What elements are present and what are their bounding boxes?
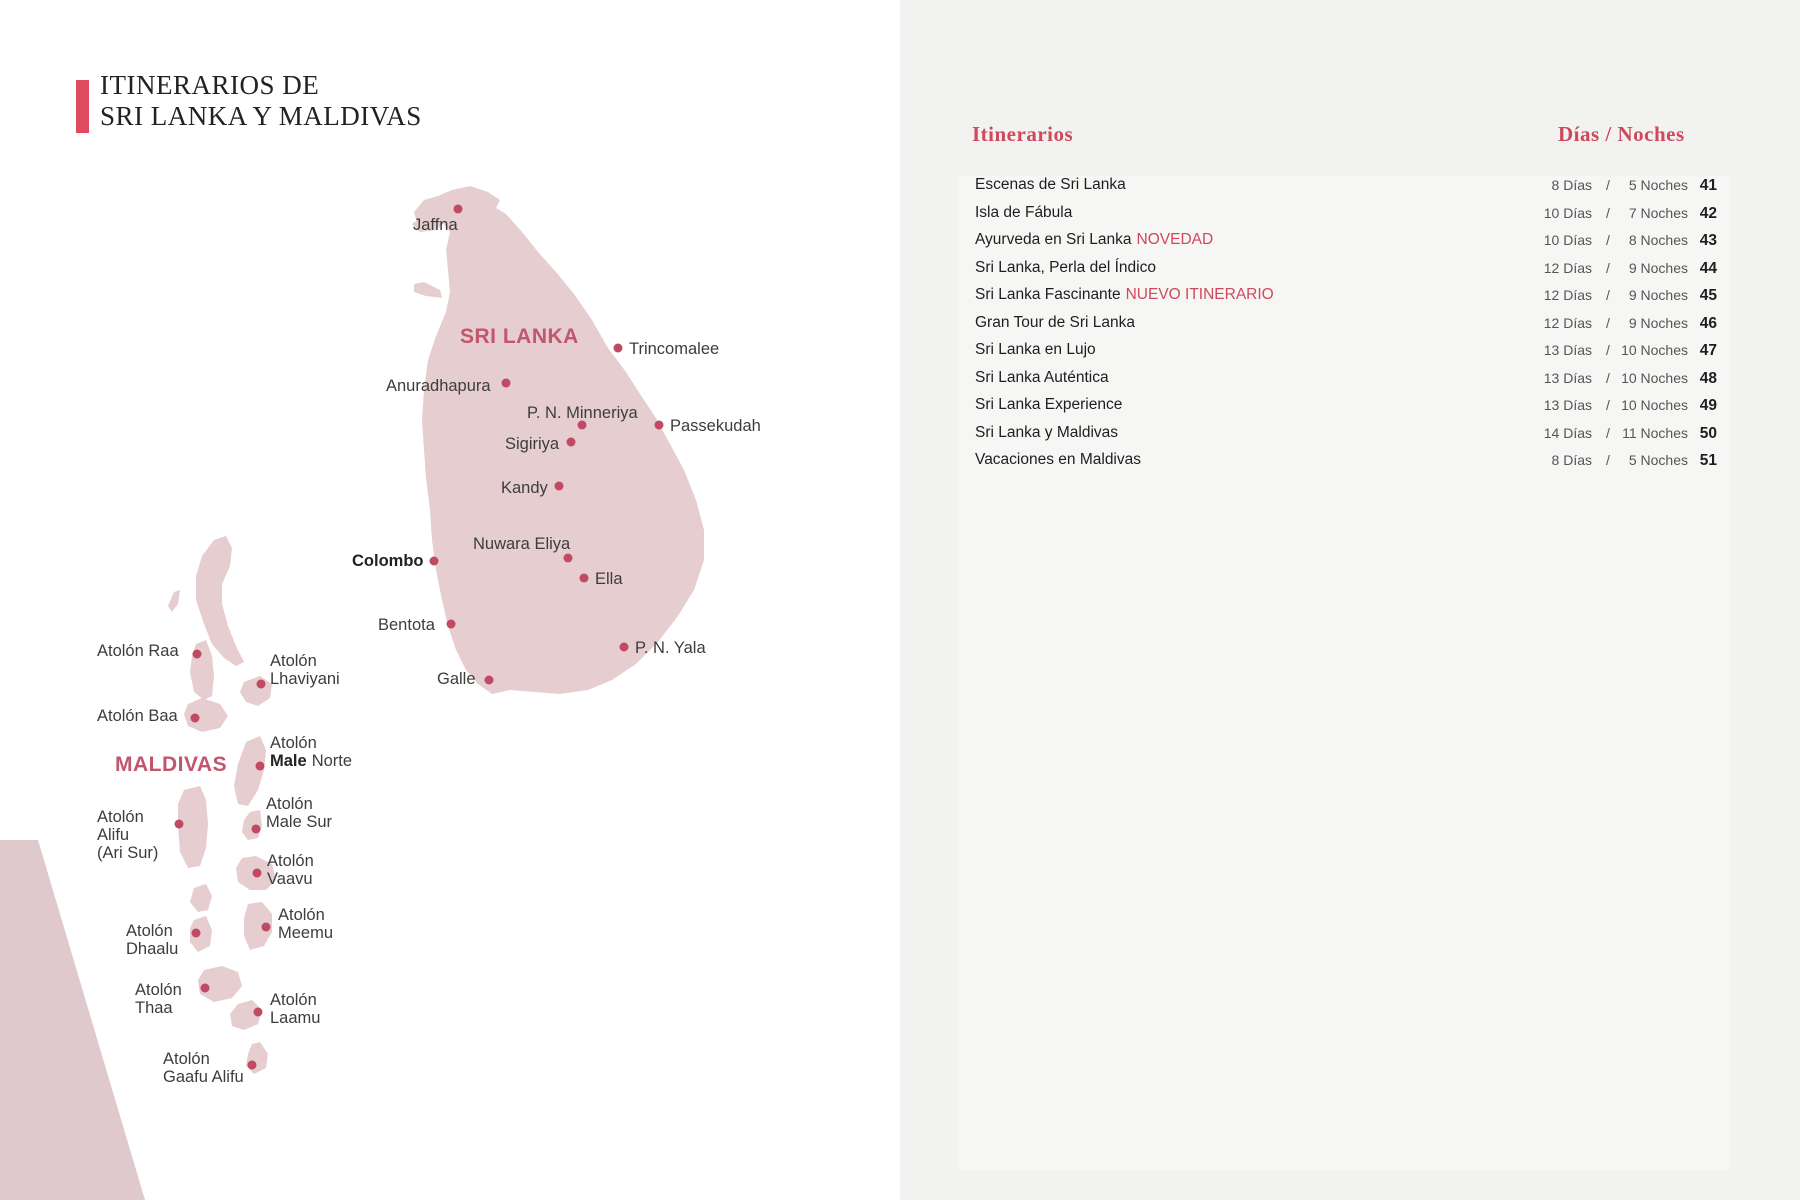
map-label-gaafu-1: Atolón	[163, 1050, 210, 1068]
itinerary-row[interactable]	[975, 314, 1720, 342]
map-label-norte: Norte	[311, 752, 353, 770]
itinerary-nights: 5 Noches	[1628, 177, 1688, 193]
days-nights-separator: /	[1606, 287, 1610, 303]
itinerary-name	[975, 424, 1118, 442]
map-dot-galle	[485, 676, 494, 685]
itinerary-name	[975, 286, 1274, 304]
atoll-small-fourteen	[190, 884, 212, 912]
map-label-sigiriya: Sigiriya	[505, 435, 560, 453]
itinerary-nights: 10 Noches	[1621, 342, 1688, 358]
map-dot-jaffna	[454, 205, 463, 214]
atoll-male-sur-shape	[242, 810, 262, 840]
map-dot-male-sur	[252, 825, 261, 834]
itinerary-nights: 10 Noches	[1621, 397, 1688, 413]
map-dot-baa	[191, 714, 200, 723]
itinerary-title: Vacaciones en Maldivas	[975, 451, 1141, 468]
atoll-gaafu-shape	[246, 1042, 268, 1074]
itinerary-days: 8 Días	[1551, 452, 1592, 468]
itinerary-page-number: 50	[1699, 424, 1717, 442]
map-label-male-sur-2: Male Sur	[266, 813, 333, 831]
map-dot-trincomalee	[614, 344, 623, 353]
days-nights-separator: /	[1606, 314, 1610, 331]
itinerary-row[interactable]	[975, 341, 1720, 369]
itinerary-nights: 9 Noches	[1628, 314, 1688, 331]
map-label-thaa-2: Thaa	[135, 999, 173, 1017]
itinerary-tag: NOVEDAD	[1136, 231, 1214, 248]
days-nights-separator: /	[1606, 342, 1610, 358]
map-dot-bentota	[447, 620, 456, 629]
itinerary-page-number: 51	[1699, 452, 1717, 469]
map-dot-dhaalu	[192, 929, 201, 938]
map-label-lhaviyani-1: Atolón	[270, 652, 317, 670]
itinerary-title: Sri Lanka en Lujo	[975, 341, 1096, 358]
itinerary-days: 10 Días	[1543, 232, 1592, 248]
map-dot-colombo	[430, 557, 439, 566]
itinerary-days: 8 Días	[1551, 177, 1592, 193]
itinerary-days: 14 Días	[1543, 424, 1592, 441]
map-dot-anuradhapura	[502, 379, 511, 388]
days-nights-separator: /	[1606, 397, 1610, 413]
country-label-maldives: MALDIVAS	[115, 753, 228, 776]
country-label-sri-lanka: SRI LANKA	[460, 325, 579, 348]
map-dot-sigiriya	[567, 438, 576, 447]
itinerary-name	[975, 314, 1135, 332]
itinerary-title: Sri Lanka Experience	[975, 396, 1123, 413]
days-nights-separator: /	[1606, 204, 1610, 221]
days-nights-separator: /	[1606, 424, 1610, 441]
itinerary-title: Ayurveda en Sri Lanka	[975, 231, 1132, 248]
map-label-male-bold: Male	[270, 752, 307, 770]
map-label-laamu-2: Laamu	[270, 1009, 321, 1027]
map-label-vaavu-1: Atolón	[267, 852, 314, 870]
itinerary-name	[975, 396, 1122, 414]
itinerary-title: Gran Tour de Sri Lanka	[975, 313, 1135, 331]
mannar-island	[414, 282, 442, 298]
map-label-raa: Atolón Raa	[97, 642, 179, 660]
map-label-meemu-1: Atolón	[278, 906, 325, 924]
page-title-line-1: ITINERARIOS DE	[100, 70, 320, 100]
days-nights-separator: /	[1606, 452, 1610, 468]
map-label-male-sur-1: Atolón	[266, 795, 313, 813]
itinerary-title: Escenas de Sri Lanka	[975, 176, 1126, 193]
itinerary-row[interactable]	[975, 369, 1720, 397]
map-label-alifu-3: (Ari Sur)	[97, 844, 159, 862]
map-dot-laamu	[254, 1008, 263, 1017]
header-itinerarios: Itinerarios	[972, 122, 1074, 146]
map-label-dhaalu-1: Atolón	[126, 922, 173, 940]
itinerary-title: Sri Lanka y Maldivas	[975, 423, 1119, 441]
itinerary-nights: 8 Noches	[1628, 232, 1688, 248]
header-dias-noches: Días / Noches	[1558, 122, 1685, 146]
itinerary-row[interactable]	[975, 286, 1720, 314]
map-dot-kandy	[555, 482, 564, 491]
itinerary-nights: 7 Noches	[1628, 204, 1688, 221]
itinerary-page-number: 41	[1699, 177, 1717, 194]
itinerary-days: 13 Días	[1543, 397, 1592, 413]
map-label-vaavu-2: Vaavu	[267, 870, 313, 888]
itinerary-row[interactable]	[975, 396, 1720, 424]
map-dot-passekudah	[655, 421, 664, 430]
itinerary-page-number: 44	[1699, 259, 1717, 277]
itinerary-list	[975, 176, 1720, 479]
days-nights-separator: /	[1606, 232, 1610, 248]
itinerary-days: 13 Días	[1543, 369, 1592, 386]
map-label-bentota: Bentota	[378, 616, 435, 634]
map-dot-gaafu-alifu	[248, 1061, 257, 1070]
itinerary-row[interactable]	[975, 451, 1720, 479]
map-dot-yala	[620, 643, 629, 652]
itinerary-row[interactable]	[975, 231, 1720, 259]
map-label-galle: Galle	[437, 670, 476, 688]
map-label-thaa-1: Atolón	[135, 981, 182, 999]
itinerary-name	[975, 259, 1156, 277]
itinerary-days: 12 Días	[1543, 287, 1592, 303]
map-label-trincomalee: Trincomalee	[629, 340, 720, 358]
itinerary-row[interactable]	[975, 259, 1720, 287]
itinerary-row[interactable]	[975, 424, 1720, 452]
itinerary-name	[975, 341, 1096, 359]
map-dot-lhaviyani	[257, 680, 266, 689]
atoll-lhaviyani-shape	[240, 676, 272, 706]
map-label-anuradhapura: Anuradhapura	[386, 377, 491, 395]
map-label-jaffna: Jaffna	[413, 216, 458, 234]
itinerary-nights: 5 Noches	[1628, 452, 1688, 468]
itinerary-title: Sri Lanka Fascinante	[975, 286, 1121, 303]
itinerary-name	[975, 451, 1141, 469]
itinerary-nights: 11 Noches	[1622, 424, 1688, 441]
map-label-minneriya: P. N. Minneriya	[527, 404, 638, 422]
itinerary-title: Sri Lanka Auténtica	[975, 368, 1109, 386]
atoll-raa-shape	[190, 640, 214, 700]
itinerary-title: Isla de Fábula	[975, 203, 1073, 221]
map-label-male-norte-2	[270, 752, 352, 770]
map-label-ella: Ella	[595, 570, 623, 588]
itinerary-tag: NUEVO ITINERARIO	[1125, 286, 1274, 303]
map-dot-vaavu	[253, 869, 262, 878]
itinerary-days: 13 Días	[1543, 342, 1592, 358]
atoll-alifu-shape	[178, 786, 208, 868]
map-dot-alifu	[175, 820, 184, 829]
map-label-male-norte-1: Atolón	[270, 734, 317, 752]
itinerary-page-number: 48	[1699, 369, 1717, 387]
map-label-dhaalu-2: Dhaalu	[126, 940, 179, 958]
map-dot-male-norte	[256, 762, 265, 771]
map-label-lhaviyani-2: Lhaviyani	[270, 670, 340, 688]
map-dot-nuwara-eliya	[564, 554, 573, 563]
map-dot-thaa	[201, 984, 210, 993]
atoll-male-norte-shape	[234, 736, 266, 806]
page-title-line-2: SRI LANKA Y MALDIVAS	[100, 101, 422, 131]
itinerary-name	[975, 204, 1072, 222]
itinerary-page-number: 43	[1699, 232, 1717, 249]
map-label-nuwara-eliya: Nuwara Eliya	[473, 535, 571, 553]
days-nights-separator: /	[1606, 369, 1610, 386]
days-nights-separator: /	[1606, 259, 1610, 276]
map-label-baa: Atolón Baa	[97, 707, 178, 725]
itinerary-name	[975, 369, 1109, 387]
itinerary-row[interactable]	[975, 176, 1720, 204]
map-label-alifu-1: Atolón	[97, 808, 144, 826]
map-label-alifu-2: Alifu	[97, 826, 130, 844]
itinerary-page-number: 42	[1699, 204, 1717, 222]
map-label-meemu-2: Meemu	[278, 924, 334, 942]
itinerary-row[interactable]	[975, 204, 1720, 232]
itinerary-nights: 10 Noches	[1621, 369, 1688, 386]
itinerary-page-number: 47	[1699, 342, 1717, 359]
itinerary-name	[975, 231, 1213, 249]
itinerary-nights: 9 Noches	[1628, 259, 1688, 276]
map-label-passekudah: Passekudah	[670, 417, 761, 435]
atoll-baa-shape	[184, 698, 228, 732]
itinerary-page-number: 45	[1699, 287, 1717, 304]
itinerary-days: 12 Días	[1543, 314, 1592, 331]
map-dot-meemu	[262, 923, 271, 932]
map-label-gaafu-2: Gaafu Alifu	[163, 1068, 244, 1086]
itinerary-days: 10 Días	[1543, 204, 1592, 221]
map-label-yala: P. N. Yala	[635, 639, 706, 657]
days-nights-separator: /	[1606, 177, 1610, 193]
itinerary-name	[975, 176, 1126, 194]
map-dot-ella	[580, 574, 589, 583]
itinerary-title: Sri Lanka, Perla del Índico	[975, 258, 1156, 276]
map-dot-raa	[193, 650, 202, 659]
map-label-colombo: Colombo	[352, 552, 424, 570]
atoll-tiny-north	[168, 590, 180, 612]
itinerary-days: 12 Días	[1543, 259, 1592, 276]
itinerary-page-number: 49	[1699, 397, 1717, 414]
itinerary-page-number: 46	[1699, 314, 1717, 332]
itinerary-nights: 9 Noches	[1628, 287, 1688, 303]
map-label-laamu-1: Atolón	[270, 991, 317, 1009]
map-label-kandy: Kandy	[501, 479, 548, 497]
